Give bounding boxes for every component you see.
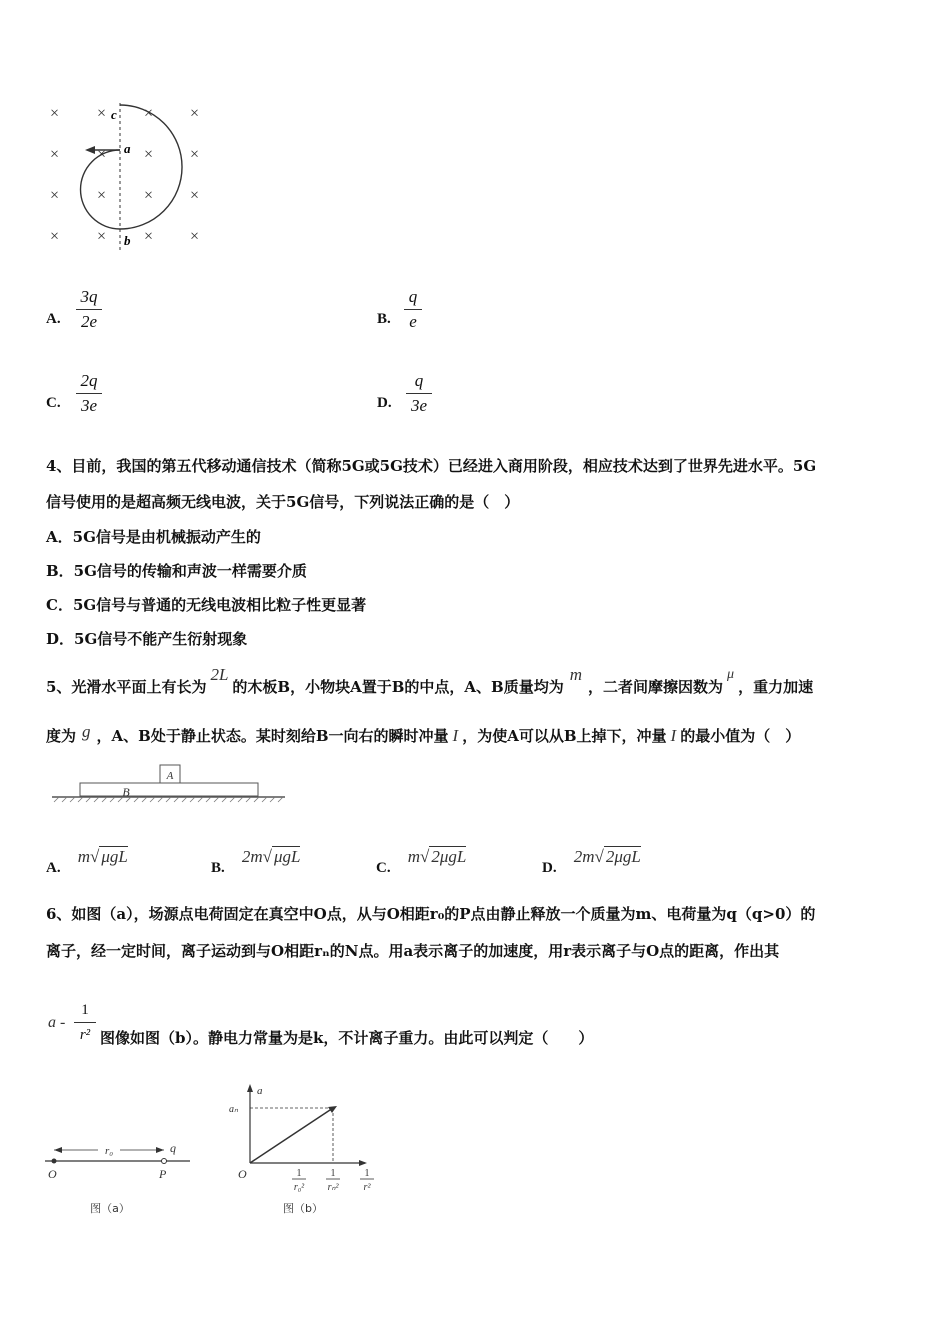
fraction-denominator: 3e [410,396,428,415]
option-coefficient: 2m [573,847,595,866]
option-coefficient: m [77,847,90,866]
svg-text:×: × [50,228,60,245]
arrow-head [85,146,95,154]
q3-option-b-fraction [404,287,422,332]
svg-text:×: × [144,187,154,204]
board-block-figure [50,760,290,810]
text-segment: ，重力加速 [738,678,814,696]
q6-stem-line2: 离子，经一定时间，离子运动到与O相距rₙ的N点。用a表示离子的加速度，用r表示离子与O点的距离，作出其 [46,942,780,960]
option-label: C. [376,860,391,876]
label-a-axis: a [257,1085,263,1097]
svg-text:×: × [144,146,154,163]
var-m: m [569,665,583,684]
q4-option-a: A．5G信号是由机械振动产生的 [46,528,261,546]
q6-stem-line3: 图像如图（b）。静电力常量为是k，不计离子重力。由此可以判定（ ） [100,1029,594,1047]
point-o [52,1159,57,1164]
q5-stem-line1 [46,665,814,697]
svg-text:×: × [50,146,60,163]
q3-option-d-label: D. [377,395,392,411]
caption-b: 图（b） [283,1202,323,1215]
tick2-num: 1 [330,1168,336,1179]
q4-option-c: C．5G信号与普通的无线电波相比粒子性更显著 [46,596,367,614]
text-segment: 5、光滑水平面上有长为 [46,678,207,696]
label-o: O [238,1167,247,1181]
fraction-denominator: 3e [80,396,98,415]
label-a: a [124,141,131,156]
option-radicand: 2μgL [431,847,467,866]
fraction-denominator: r² [79,1027,91,1043]
graph-line [250,1108,333,1163]
option-radicand: μgL [273,847,301,866]
text-segment: 度为 [46,727,77,745]
text-segment: ，为使A可以从B上掉下，冲量 [462,727,667,745]
q3-option-d-fraction [406,371,432,416]
q3-option-b-label: B. [377,311,391,327]
label-b: b [124,233,131,248]
var-2L: 2L [210,665,229,684]
option-radicand: μgL [101,847,128,866]
label-r0: r₀ [104,1145,114,1157]
graph-var-a: a - [48,1014,66,1031]
fraction-numerator: q [408,287,418,306]
option-coefficient: 2m [241,847,263,866]
point-p [162,1159,167,1164]
var-I: I [452,726,459,745]
svg-text:×: × [97,187,107,204]
figure-b [225,1080,385,1225]
board-b [80,783,258,796]
fraction-numerator: 1 [81,1002,89,1018]
q5-option-b: B. 2m√ μgL [211,847,301,876]
svg-text:×: × [50,105,60,122]
q3-option-a-fraction [76,287,102,332]
label-o: O [48,1167,57,1181]
var-mu: μ [727,667,735,682]
board-b-label: B [122,785,130,799]
label-an: aₙ [229,1104,238,1115]
q4-stem-line1: 4、目前，我国的第五代移动通信技术（简称5G或5G技术）已经进入商用阶段，相应技术达到了世界先进水平。5G [46,457,817,475]
svg-text:×: × [144,105,154,122]
option-radicand: 2μgL [605,847,641,866]
q3-option-c-label: C. [46,395,61,411]
caption-a: 图（a） [90,1202,130,1215]
svg-text:×: × [144,228,154,245]
text-segment: ，二者间摩擦因数为 [588,678,724,696]
label-c: c [111,107,117,122]
svg-text:×: × [97,105,107,122]
tick3-num: 1 [364,1168,370,1179]
tick1-den: r₀² [293,1182,305,1193]
q5-option-a: A. m√ μgL [46,847,128,876]
svg-text:×: × [190,146,200,163]
q4-stem-line2: 信号使用的是超高频无线电波，关于5G信号，下列说法正确的是（ ） [46,493,520,511]
block-a-label: A [166,770,174,782]
q5-option-c: C. m√ 2μgL [376,847,467,876]
figure-a [40,1130,200,1225]
svg-text:×: × [190,105,200,122]
field-crosses [50,105,199,245]
q4-option-d: D．5G信号不能产生衍射现象 [46,630,248,648]
tick1-num: 1 [296,1168,302,1179]
q6-stem-line1: 6、如图（a），场源点电荷固定在真空中O点，从与O相距r₀的P点由静止释放一个质量为m、电荷量为q（q>0）的 [46,905,816,923]
svg-text:×: × [190,228,200,245]
circular-path [81,105,183,229]
text-segment: 的木板B，小物块A置于B的中点，A、B质量均为 [232,678,564,696]
tick2-den: rₙ² [327,1182,339,1193]
option-label: B. [211,860,225,876]
var-g: g [82,722,91,741]
label-p: P [159,1167,167,1181]
magnetic-field-figure [40,95,220,255]
fraction-numerator: 3q [80,287,98,306]
q5-option-d: D. 2m√ 2μgL [542,847,641,876]
option-coefficient: m [407,847,420,866]
a-vs-inverse-r-squared [46,1000,106,1050]
svg-text:×: × [50,187,60,204]
inverse-r-squared [74,1000,96,1045]
svg-text:×: × [97,228,107,245]
tick3-den: r² [363,1182,371,1193]
fraction-numerator: q [414,371,424,390]
text-segment: ，A、B处于静止状态。某时刻给B一向右的瞬时冲量 [96,727,449,745]
option-label: D. [542,860,557,876]
q3-option-c-fraction [76,371,102,416]
q5-stem-line2 [46,722,801,746]
option-label: A. [46,860,61,876]
q3-option-a-label: A. [46,311,61,327]
fraction-numerator: 2q [80,371,98,390]
svg-text:×: × [190,187,200,204]
svg-text:×: × [97,146,107,163]
var-I-2: I [670,726,677,745]
label-q: q [170,1141,176,1155]
fraction-denominator: e [409,312,417,331]
text-segment: 的最小值为（ ） [680,727,801,745]
fraction-denominator: 2e [80,312,98,331]
q4-option-b: B．5G信号的传输和声波一样需要介质 [46,562,307,580]
